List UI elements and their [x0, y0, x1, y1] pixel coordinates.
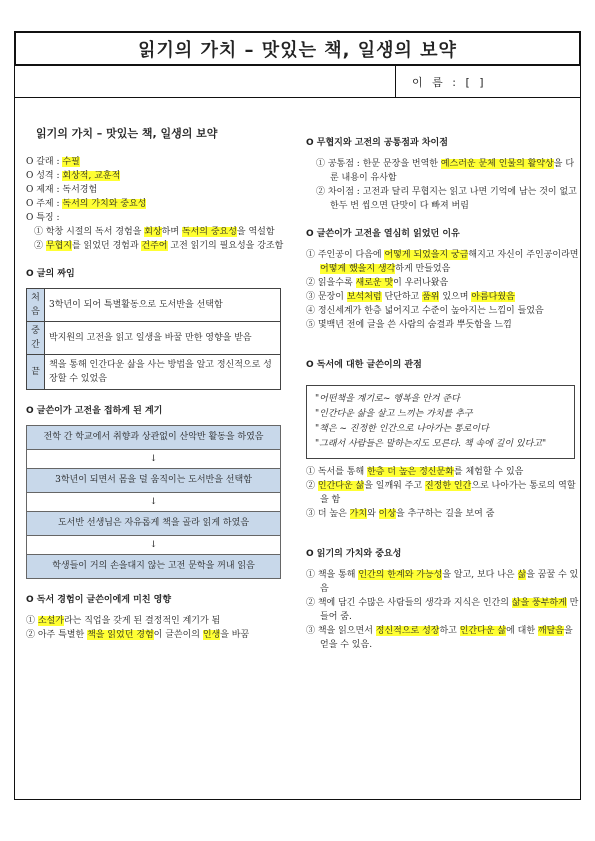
text: 만들어 줌.: [320, 598, 579, 622]
text: 를 읽었던 경험과: [71, 241, 142, 251]
highlight: 예스러운 문체 인물의 활약상: [440, 159, 554, 169]
document-subtitle: 읽기의 가치 – 맛있는 책, 일생의 보약: [36, 127, 218, 140]
text: ① 책을 통해: [306, 570, 359, 580]
name-row: [14, 66, 581, 98]
highlight: 건주어: [141, 241, 168, 251]
meta-subject-matter: [26, 183, 288, 197]
quote-box: [306, 385, 575, 459]
reason-item: [306, 290, 581, 304]
value-item: [306, 624, 581, 652]
text: 를 체험할 수 있음: [453, 467, 524, 477]
highlight: 무협지: [45, 241, 72, 251]
text: 을 추구하는 길을 보여 줌: [396, 509, 495, 519]
value-item: [306, 568, 581, 596]
flow-step: 3학년이 되면서 몸을 덜 움직이는 도서반을 선택함: [26, 468, 281, 493]
section-heading-common: O 무협지와 고전의 공통점과 차이점: [306, 138, 448, 148]
flow-step: 학생들이 거의 손을대지 않는 고전 문학을 꺼내 읽음: [26, 554, 281, 579]
highlight: 어떻게 되었을지 궁금: [384, 250, 469, 260]
text: ① 공통점 : 한문 문장을 번역한: [316, 159, 441, 169]
down-arrow-icon: ↓: [26, 493, 281, 511]
meta-text: O 성격 :: [26, 171, 63, 181]
meta-text: O 주제 :: [26, 199, 63, 209]
text: ②: [306, 481, 318, 491]
text: 해지고 자신이 주인공이라면: [468, 250, 579, 260]
structure-key: 끝: [27, 355, 45, 390]
quote-line: "그래서 사람들은 말하는지도 모른다. 책 속에 길이 있다고": [315, 439, 547, 449]
text: 으로 나아가는 통로의 역할을 함: [320, 481, 576, 505]
text: ③ 책을 읽으면서: [306, 626, 376, 636]
highlight: 수필: [62, 157, 80, 167]
highlight: 어떻게 했을지 생각: [320, 264, 396, 274]
common-item: [306, 157, 581, 185]
text: ① 학창 시절의 독서 경험을: [34, 227, 145, 237]
text: ② 아주 특별한: [26, 630, 88, 640]
highlight: 새로운 맛: [355, 278, 394, 288]
meta-text: O 제재 : 독서경험: [26, 185, 98, 195]
structure-value: 3학년이 되어 특별활동으로 도서반을 선택함: [45, 289, 281, 322]
view-item: [306, 507, 581, 521]
highlight: 아름다웠음: [471, 292, 515, 302]
section-heading-value: O 읽기의 가치와 중요성: [306, 549, 402, 559]
text: 고전 읽기의 필요성을 강조함: [167, 241, 284, 251]
highlight: 이상: [378, 509, 397, 519]
section-heading-reason: O 글쓴이가 고전을 열심히 읽었던 이유: [306, 229, 460, 239]
structure-key: 중간: [27, 322, 45, 355]
highlight: 품위: [422, 292, 440, 302]
structure-table: [26, 288, 281, 390]
page-title-text: 읽기의 가치 – 맛있는 책, 일생의 보약: [138, 39, 457, 61]
quote-line: "어떤책을 계기로~ 행복을 안겨 준다: [315, 394, 460, 404]
highlight: 깨달음: [537, 626, 564, 636]
text: 하게 만들었음: [395, 264, 451, 274]
text: ② 책에 담긴 수많은 사람들의 생각과 지식은 인간의: [306, 598, 512, 608]
text: 을 일깨워 주고: [364, 481, 425, 491]
text: 하고: [439, 626, 460, 636]
highlight: 책을 읽었던 경험: [87, 630, 154, 640]
text: ③ 문장이: [306, 292, 347, 302]
reason-item: [306, 276, 581, 290]
section-heading-flow: O 글쓴이가 고전을 접하게 된 계기: [26, 406, 163, 416]
reason-item: ④ 정신세계가 한층 넓어지고 수준이 높아지는 느낌이 들었음: [306, 306, 544, 316]
highlight: 삶을 풍부하게: [511, 598, 567, 608]
value-item: [306, 596, 581, 624]
highlight: 인간의 한계와 가능성: [358, 570, 443, 580]
meta-theme: [26, 197, 288, 211]
feature-item: [26, 225, 288, 239]
left-column: [26, 110, 288, 642]
highlight: 인생: [202, 630, 221, 640]
highlight: 진정한 인간: [424, 481, 472, 491]
text: 을 알고, 보다 나은: [442, 570, 518, 580]
highlight: 한층 더 높은 정신문화: [367, 467, 454, 477]
section-heading-structure: O 글의 짜임: [26, 269, 75, 279]
structure-key: 처음: [27, 289, 45, 322]
highlight: 보석처럼: [346, 292, 382, 302]
text: ③ 더 높은: [306, 509, 350, 519]
feature-item: [26, 239, 288, 253]
table-row: [27, 322, 281, 355]
highlight: 삶: [517, 570, 527, 580]
view-item: [306, 479, 581, 507]
highlight: 회상적, 교훈적: [62, 171, 121, 181]
text: ① 주인공이 다음에: [306, 250, 385, 260]
text: 을 다룬 내용이 유사함: [330, 159, 575, 183]
quote-line: "책은 ~ 진정한 인간으로 나아가는 통로이다: [315, 424, 489, 434]
page-title: [14, 31, 581, 66]
highlight: 인간다운 삶: [317, 481, 365, 491]
view-item: [306, 465, 581, 479]
influence-item: [26, 628, 288, 642]
highlight: 인간다운 삶: [459, 626, 507, 636]
meta-character: [26, 169, 288, 183]
text: 단단하고: [381, 292, 423, 302]
highlight: 독서의 중요성: [181, 227, 237, 237]
text: ② 읽을수록: [306, 278, 356, 288]
highlight: 가치: [349, 509, 368, 519]
highlight: 독서의 가치와 중요성: [62, 199, 147, 209]
meta-text: O 갈래 :: [26, 157, 63, 167]
highlight: 정신적으로 성장: [375, 626, 440, 636]
highlight: 소설가: [37, 616, 64, 626]
reason-item: [306, 248, 581, 276]
text: 을 얻을 수 있음.: [320, 626, 573, 650]
text: ②: [34, 241, 46, 251]
meta-text: O 특징 :: [26, 213, 60, 223]
text: 을 역설함: [236, 227, 275, 237]
reason-item: ⑤ 몇백년 전에 글을 쓴 사람의 숨결과 뿌듯함을 느낌: [306, 320, 512, 330]
text: 있으며: [439, 292, 472, 302]
meta-features: [26, 211, 288, 225]
text: 라는 직업을 갖게 된 결정적인 계기가 됨: [63, 616, 221, 626]
table-row: [27, 355, 281, 390]
right-column: [306, 110, 581, 652]
text: 와: [367, 509, 379, 519]
down-arrow-icon: ↓: [26, 450, 281, 468]
influence-item: [26, 614, 288, 628]
text: ①: [26, 616, 38, 626]
text: 하며: [161, 227, 182, 237]
text: 을 바꿈: [220, 630, 250, 640]
text: 을 꿈꿀 수 있음: [320, 570, 579, 594]
text: 에 대한: [506, 626, 538, 636]
meta-genre: [26, 155, 288, 169]
name-label: 이 름 : [ ]: [412, 75, 487, 89]
highlight: 회상: [144, 227, 162, 237]
flow-step: 도서반 선생님은 자유롭게 책을 골라 읽게 하였음: [26, 511, 281, 536]
flow-step: 전학 간 학교에서 취향과 상관없이 산악반 활동을 하였음: [26, 425, 281, 450]
name-field[interactable]: [395, 66, 582, 97]
text: 이 우러나왔음: [393, 278, 449, 288]
quote-line: "인간다운 삶을 살고 느끼는 가치를 추구: [315, 409, 473, 419]
table-row: [27, 289, 281, 322]
section-heading-view: O 독서에 대한 글쓴이의 관점: [306, 360, 422, 370]
text: 이 글쓴이의: [153, 630, 203, 640]
structure-value: 박지원의 고전을 읽고 일생을 바꿀 만한 영향을 받음: [45, 322, 281, 355]
common-item: ② 차이점 : 고전과 달리 무협지는 읽고 나면 기억에 남는 것이 없고 한두 번 씹으면 단맛이 다 빠져 버림: [316, 187, 577, 211]
text: ① 독서를 통해: [306, 467, 368, 477]
section-heading-influence: O 독서 경험이 글쓴이에게 미친 영향: [26, 595, 172, 605]
structure-value: 책을 통해 인간다운 삶을 사는 방법을 알고 정신적으로 성장할 수 있었음: [45, 355, 281, 390]
flow-chart: [26, 425, 281, 579]
down-arrow-icon: ↓: [26, 536, 281, 554]
